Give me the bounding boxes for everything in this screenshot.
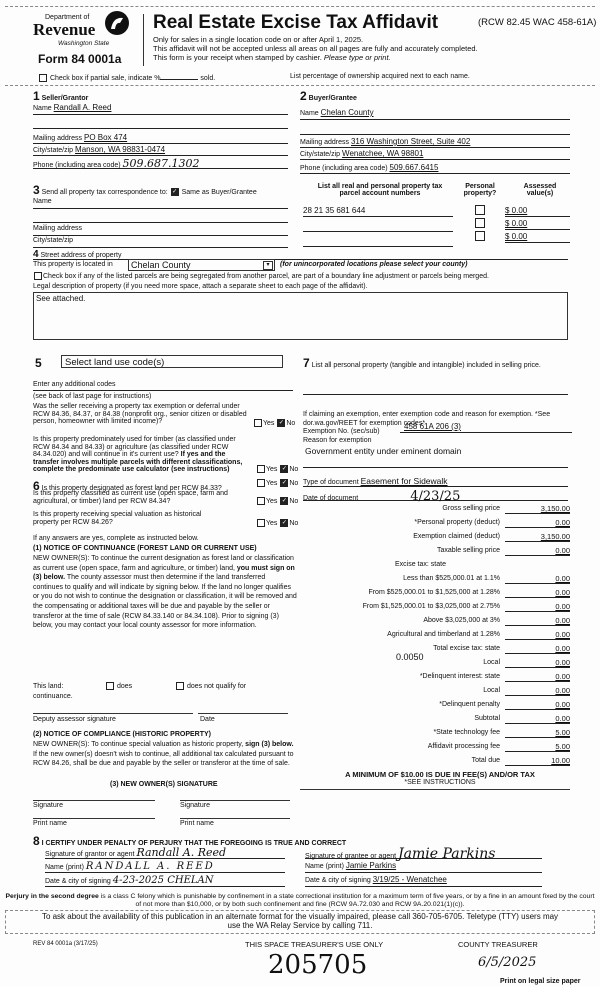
tax-row-label: *State technology fee [433, 729, 500, 736]
divider [5, 85, 595, 86]
buyer-name-line2[interactable] [300, 124, 570, 135]
grantee-date-field[interactable]: Date & city of signing 3/19/25 - Wenatchee [305, 875, 542, 887]
this-land-label: This land: [33, 683, 64, 690]
tax-row-value[interactable]: 0.00 [505, 644, 570, 654]
yes-checkbox[interactable] [257, 465, 265, 473]
parcel-header: List all real and personal property tax parcel account numbers [317, 183, 443, 197]
no-checkbox[interactable]: ✓ [281, 480, 287, 486]
notice-compliance-text: NEW OWNER(S): To continue special valuation as historic property, sign (3) below. If the new owner(s) doesn't wish to continue, all additional tax calculated pursuant to RCW 84.26, shall be due and payable by the seller or transferor at the time of sale. [33, 741, 294, 768]
tax-row-label: Local [483, 659, 500, 666]
personal-header: Personal property? [463, 183, 497, 197]
deputy-signature-line[interactable]: Deputy assessor signature [33, 713, 193, 723]
revenue-logo-text: Revenue [33, 20, 96, 39]
buyer-phone-field[interactable]: Phone (including area code) 509.667.6415 [300, 163, 570, 174]
tax-row-value[interactable]: 10.00 [505, 756, 570, 766]
treasurer-space: THIS SPACE TREASURER'S USE ONLY [245, 940, 384, 949]
grantee-signature-field[interactable]: Signature of grantee or agent Jamie Parkins [305, 846, 542, 859]
continuance-label: continuance. [33, 693, 73, 700]
tax-row-value[interactable]: 3,150.00 [505, 504, 570, 514]
no-checkbox[interactable]: ✓ [278, 420, 284, 426]
question-exemption: Was the seller receiving a property tax exemption or deferral under RCW 84.36, 84.37, or 84.38 (nonprofit org., senior citizen or disabled person, homeowner with limited income)? [33, 403, 247, 425]
yes-checkbox[interactable] [257, 519, 265, 527]
partial-sale: Check box if partial sale, indicate % sold. [38, 74, 215, 82]
seller-city-field[interactable]: City/state/zip Manson, WA 98831-0474 [33, 145, 288, 156]
tax-row-label: Excise tax: state [395, 561, 446, 568]
does-not-checkbox[interactable] [176, 682, 184, 690]
personal-property-field[interactable] [303, 391, 568, 395]
rcw-reference: (RCW 82.45 WAC 458-61A) [478, 17, 597, 28]
owner-print-name-line[interactable]: Print name [33, 818, 155, 827]
assessed-value-field[interactable]: $ 0.00 [505, 232, 570, 243]
minimum-due-note: A MINIMUM OF $10.00 IS DUE IN FEE(S) AND/OR TAX [345, 770, 535, 779]
reason-label: Reason for exemption [303, 437, 372, 444]
personal-property-label: 7 List all personal property (tangible and intangible) included in selling price. [303, 356, 541, 370]
reason-value[interactable]: Government entity under eminent domain [305, 446, 462, 456]
segregated-checkbox[interactable] [34, 272, 42, 280]
parcel-number-field[interactable]: 28 21 35 681 644 [303, 206, 453, 217]
street-address-field[interactable]: 4 Street address of property [33, 249, 568, 260]
grantor-name-field[interactable]: Name (print) RANDALL A. REED [45, 861, 285, 873]
divider [300, 789, 570, 790]
local-rate: 0.0050 [396, 652, 424, 662]
historic-yes-no: Yes ✓ No [256, 519, 298, 527]
personal-property-checkbox[interactable] [475, 218, 485, 228]
same-as-buyer-checkbox[interactable]: ✓ [172, 189, 178, 196]
tax-row-label: Agricultural and timberland at 1.28% [387, 631, 500, 638]
tax-row-label: *Delinquent penalty [439, 701, 500, 708]
section-title: Buyer/Grantee [308, 95, 357, 102]
forest-yes-no: Yes ✓ No [256, 479, 298, 487]
correspondence-name-field[interactable]: Name [33, 198, 288, 209]
grantor-date-field[interactable]: Date & city of signing 4-23-2025 CHELAN [45, 875, 285, 887]
header-note: This affidavit will not be accepted unless all areas on all pages are fully and accurately completed. [153, 44, 478, 53]
header-note: Only for sales in a single location code on or after April 1, 2025. [153, 35, 364, 44]
correspondence-mail-field[interactable]: Mailing address [33, 225, 288, 236]
exemption-no-label: Exemption No. (sec/sub) [303, 428, 380, 435]
tax-row-label: Subtotal [474, 715, 500, 722]
legal-label: Legal description of property (if you need more space, attach a separate sheet to each page of the affidavit). [33, 283, 368, 290]
tax-row-value[interactable]: 0.00 [505, 686, 570, 696]
segregated-row: Check box if any of the listed parcels are being segregated from another parcel, are part of a boundary line adjustment or parcels being merged. [33, 272, 489, 280]
tax-row-value[interactable]: 0.00 [505, 672, 570, 682]
tax-row-label: From $1,525,000.01 to $3,025,000 at 2.75% [362, 603, 500, 610]
timber-yes-no: Yes ✓ No [256, 465, 298, 473]
no-checkbox[interactable]: ✓ [281, 520, 287, 526]
legal-size-note: Print on legal size paper [500, 978, 581, 985]
notice-compliance-title: (2) NOTICE OF COMPLIANCE (HISTORIC PROPERTY) [33, 731, 211, 738]
owner-print-name-line[interactable]: Print name [180, 818, 290, 827]
tax-row-label: Local [483, 687, 500, 694]
current-use-yes-no: Yes ✓ No [256, 497, 298, 505]
parcel-number-field[interactable] [303, 221, 453, 232]
section-title: Seller/Grantor [41, 95, 89, 102]
correspondence-name-line2[interactable] [33, 212, 288, 223]
section-number: 5 [35, 356, 42, 370]
seller-name-field[interactable]: Name Randall A. Reed [33, 103, 288, 115]
question-timber: Is this property predominately used for timber (as classified under RCW 84.34 and 84.33) or agriculture (as classified under RCW 84.34.020) and will continue in it's current use? If yes and the transfer involves multiple parcels with different classifications, complete the predominate use calculator (see instructions) [33, 436, 243, 473]
correspondence-city-field[interactable]: City/state/zip [33, 237, 288, 248]
divider [143, 14, 144, 66]
current-use-question: Is this property classified as current use (open space, farm and agricultural, or timber) land per RCW 84.34? [33, 490, 228, 505]
parcel-number-field[interactable] [303, 236, 453, 247]
tax-row-value[interactable]: 0.00 [505, 588, 570, 598]
buyer-name-field[interactable]: Name Chelan County [300, 108, 570, 120]
stamp-date: 6/5/2025 [478, 955, 537, 970]
revision: REV 84 0001a (3/17/25) [33, 941, 98, 947]
legal-description-field[interactable]: See attached. [33, 292, 568, 340]
form-number: Form 84 0001a [38, 52, 122, 66]
certify-statement: 8 I CERTIFY UNDER PENALTY OF PERJURY THAT THE FOREGOING IS TRUE AND CORRECT [33, 834, 347, 848]
tax-row-label: Affidavit processing fee [427, 743, 500, 750]
does-not-label: does not qualify for [186, 682, 247, 690]
assessed-value-field[interactable]: $ 0.00 [505, 219, 570, 230]
county-treasurer: COUNTY TREASURER [458, 940, 538, 949]
tax-row-value[interactable]: 5.00 [505, 742, 570, 752]
tax-row-value[interactable]: 3,150.00 [505, 532, 570, 542]
page-title: Real Estate Excise Tax Affidavit [153, 12, 439, 33]
county-note: (for unincorporated locations please select your county) [280, 261, 468, 268]
divider [5, 6, 595, 7]
document-date-field[interactable]: Date of document 4/23/25 [303, 489, 568, 501]
tax-row-value[interactable]: 0.00 [505, 658, 570, 668]
tax-row-label: Less than $525,000.01 at 1.1% [403, 575, 500, 582]
instructions-note: (see back of last page for instructions) [33, 393, 152, 400]
no-checkbox[interactable]: ✓ [281, 498, 287, 504]
exemption-no-field[interactable]: 458 61A 206 (3) [400, 422, 572, 433]
personal-property-checkbox[interactable] [475, 231, 485, 241]
section-number: 1 [33, 89, 40, 103]
seller-mail-field[interactable]: Mailing address PO Box 474 [33, 133, 288, 144]
yes-checkbox[interactable] [254, 419, 262, 427]
tax-row-label: Taxable selling price [436, 547, 500, 554]
receipt-number: 205705 [268, 950, 368, 980]
tax-row-value[interactable]: 0.00 [505, 714, 570, 724]
new-owner-signature-title: (3) NEW OWNER(S) SIGNATURE [110, 781, 218, 788]
owner-signature-line[interactable]: Signature [180, 800, 290, 809]
tax-row-value[interactable]: 0.00 [505, 602, 570, 612]
yes-checkbox[interactable] [257, 479, 265, 487]
county-select[interactable]: Chelan County ▾ [128, 259, 275, 271]
located-label: This property is located in [33, 261, 113, 268]
grantor-signature-field[interactable]: Signature of grantor or agent Randall A. Reed [45, 846, 285, 859]
notice-continuance-title: (1) NOTICE OF CONTINUANCE (FOREST LAND OR CURRENT USE) [33, 545, 257, 552]
exemption-yes-no: Yes ✓ No [253, 419, 295, 427]
chevron-down-icon[interactable]: ▾ [263, 261, 273, 270]
accessibility-note: To ask about the availability of this publication in an alternate format for the visually impaired, please call 360-705-6705. Teletype (TTY) users may use the WA Relay Service by calling 711. [41, 912, 559, 930]
tax-row-value[interactable]: 0.00 [505, 546, 570, 556]
yes-checkbox[interactable] [257, 497, 265, 505]
see-instructions: *SEE INSTRUCTIONS [404, 779, 476, 786]
assessed-value-field[interactable]: $ 0.00 [505, 206, 570, 217]
additional-codes-field[interactable]: Enter any additional codes [33, 381, 293, 391]
tax-row-label: Exemption claimed (deduct) [413, 533, 500, 540]
deputy-date-line[interactable]: Date [198, 713, 288, 723]
tax-row-label: *Delinquent interest: state [419, 673, 500, 680]
header-note: This form is your receipt when stamped by cashier. Please type or print. [153, 53, 391, 62]
dor-logo-icon [103, 9, 131, 37]
tax-row-value[interactable]: 0.00 [505, 616, 570, 626]
buyer-mail-field[interactable]: Mailing address 316 Washington Street, Suite 402 [300, 137, 570, 148]
tax-row-label: Gross selling price [442, 505, 500, 512]
no-checkbox[interactable]: ✓ [281, 466, 287, 472]
tax-row-label: Above $3,025,000 at 3% [423, 617, 500, 624]
section-3-header: 3 Send all property tax correspondence to: ✓ Same as Buyer/Grantee [33, 183, 257, 197]
seller-phone-field[interactable]: Phone (including area code) 509.687.1302 [33, 157, 288, 169]
exemption-instructions: If claiming an exemption, enter exemption code and reason for exemption. *See dor.wa.gov/REET for exemption codes* [303, 411, 551, 427]
forest-question: 6 Is this property designated as forest land per RCW 84.33? [33, 479, 222, 493]
buyer-city-field[interactable]: City/state/zip Wenatchee, WA 98801 [300, 149, 570, 160]
grantee-name-field[interactable]: Name (print) Jamie Parkins [305, 861, 542, 873]
seller-name-line2[interactable] [33, 118, 288, 129]
instructions-note: If any answers are yes, complete as instructed below. [33, 535, 199, 542]
ownership-note: List percentage of ownership acquired next to each name. [290, 73, 470, 80]
perjury-notice: Perjury in the second degree is a class C felony which is punishable by confinement in a state correctional institution for a maximum term of five years, or by a fine in an amount fixed by the court of not more than $10,000, or by both such confinement and fine (RCW 9A.72.030 and RCW 9A.20.021(1)(c)). [5, 893, 595, 908]
reason-line[interactable] [303, 465, 568, 468]
section-number: 2 [300, 89, 307, 103]
notice-continuance-text: NEW OWNER(S): To continue the current designation as forest land or classification as current use (open space, farm and agriculture, or timber) land, you must sign on (3) below. The county assessor must then determine if the land transferred continues to qualify and will indicate by signing below. If the land no longer qualifies or you do not wish to continue the designation or classification, it will be removed and the compensating or additional taxes will be due and payable by the seller or transferor at the time of sale (RCW 84.33.140 or 84.34.108). Prior to signing (3) below, you may contact your local county assessor for more information. [33, 555, 297, 630]
tax-row-label: *Personal property (deduct) [414, 519, 500, 526]
does-checkbox[interactable] [106, 682, 114, 690]
document-type-field[interactable]: Type of document Easement for Sidewalk [303, 476, 568, 487]
tax-row-value[interactable]: 5.00 [505, 728, 570, 738]
does-label: does [116, 682, 133, 690]
tax-row-label: From $525,000.01 to $1,525,000 at 1.28% [368, 589, 500, 596]
personal-property-checkbox[interactable] [475, 205, 485, 215]
dept-of: Department of [45, 14, 90, 21]
assessed-header: Assessed value(s) [523, 183, 557, 197]
tax-row-value[interactable]: 0.00 [505, 700, 570, 710]
historic-question: Is this property receiving special valuation as historical property per RCW 84.26? [33, 511, 202, 526]
tax-row-label: Total excise tax: state [433, 645, 500, 652]
washington-state: Washington State [58, 40, 110, 47]
owner-signature-line[interactable]: Signature [33, 800, 155, 809]
tax-row-value[interactable]: 0.00 [505, 518, 570, 528]
tax-row-label: Total due [471, 757, 500, 764]
tax-row-value[interactable]: 0.00 [505, 574, 570, 584]
land-use-select[interactable]: Select land use code(s) [61, 355, 283, 368]
partial-sale-checkbox[interactable] [39, 74, 47, 82]
tax-row-value[interactable]: 0.00 [505, 630, 570, 640]
